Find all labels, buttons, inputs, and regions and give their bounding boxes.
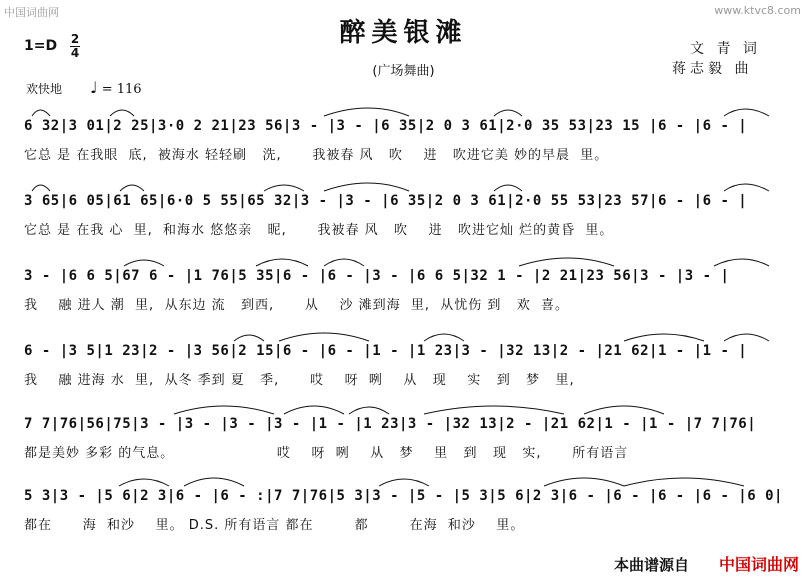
lyrics-line-4: 我 融 进海 水 里, 从冬 季到 夏 季, 哎 呀 咧 从 现 实 到 梦 里, (24, 373, 575, 388)
slur-marks (24, 100, 779, 120)
page-title: 醉美银滩 (339, 18, 468, 48)
composer-credit: 蒋志毅 曲 (672, 61, 753, 77)
slur-marks (24, 250, 779, 270)
notes-line-4: 6 - |3 5|1 23|2 - |3 56|2 15|6 - |6 - |1 - |1 23|3 - |32 13|2 - |21 62|1 - |1 - | (24, 343, 748, 359)
notes-line-6: 5 3|3 - |5 6|2 3|6 - |6 - :|7 7|76|5 3|3 - |5 - |5 3|5 6|2 3|6 - |6 - |6 - |6 - |6 0| (24, 488, 783, 504)
lyrics-line-3: 我 融 进人 潮 里, 从东边 流 到西, 从 沙 滩到海 里, 从忧伤 到 欢 喜。 (24, 298, 570, 313)
source-site-link[interactable]: 中国词曲网 (718, 555, 799, 574)
time-signature-top: 2 (70, 32, 80, 46)
slur-marks (24, 470, 779, 490)
slur-marks (24, 398, 779, 418)
tempo-value: = 116 (101, 82, 142, 97)
lyrics-line-2: 它总 是 在我 心 里, 和海水 悠悠亲 昵, 我被春 风 吹 进 吹进它灿 烂的黄昏 里。 (24, 223, 614, 238)
time-signature-bottom: 4 (70, 46, 80, 60)
lyricist-credit: 文 青 词 (690, 41, 761, 57)
lyrics-line-5: 都是美妙 多彩 的气息。 哎 呀 咧 从 梦 里 到 现 实, 所有语言 (24, 446, 629, 461)
tempo-marking (90, 78, 142, 97)
watermark-left: 中国词曲网 (4, 6, 59, 19)
page-subtitle: (广场舞曲) (372, 64, 435, 79)
slur-marks (24, 175, 779, 195)
quarter-note-icon: ♩ (90, 78, 98, 97)
notes-line-1: 6 32|3 01|2 25|3·0 2 21|23 56|3 - |3 - |6 35|2 0 3 61|2·0 35 53|23 15 |6 - |6 - | (24, 118, 748, 134)
source-label: 本曲谱源自 (613, 556, 689, 574)
notes-line-2: 3 65|6 05|61 65|6·0 5 55|65 32|3 - |3 - |6 35|2 0 3 61|2·0 55 53|23 57|6 - |6 - | (24, 193, 748, 209)
watermark-right: www.ktvc8.com (714, 4, 801, 17)
time-signature (70, 33, 80, 60)
notes-line-5: 7 7|76|56|75|3 - |3 - |3 - |3 - |1 - |1 23|3 - |32 13|2 - |21 62|1 - |1 - |7 7|76| (24, 416, 757, 432)
key-signature: 1=D (24, 38, 58, 54)
lyrics-line-6: 都在 海 和沙 里。 D.S. 所有语言 都在 都 在海 和沙 里。 (24, 518, 525, 533)
slur-marks (24, 325, 779, 345)
notes-line-3: 3 - |6 6 5|67 6 - |1 76|5 35|6 - |6 - |3 - |6 6 5|32 1 - |2 21|23 56|3 - |3 - | (24, 268, 730, 284)
lyrics-line-1: 它总 是 在我眼 底, 被海水 轻轻刷 洗, 我被春 风 吹 进 吹进它美 妙的早晨 里。 (24, 148, 609, 163)
tempo-label: 欢快地 (26, 82, 63, 96)
